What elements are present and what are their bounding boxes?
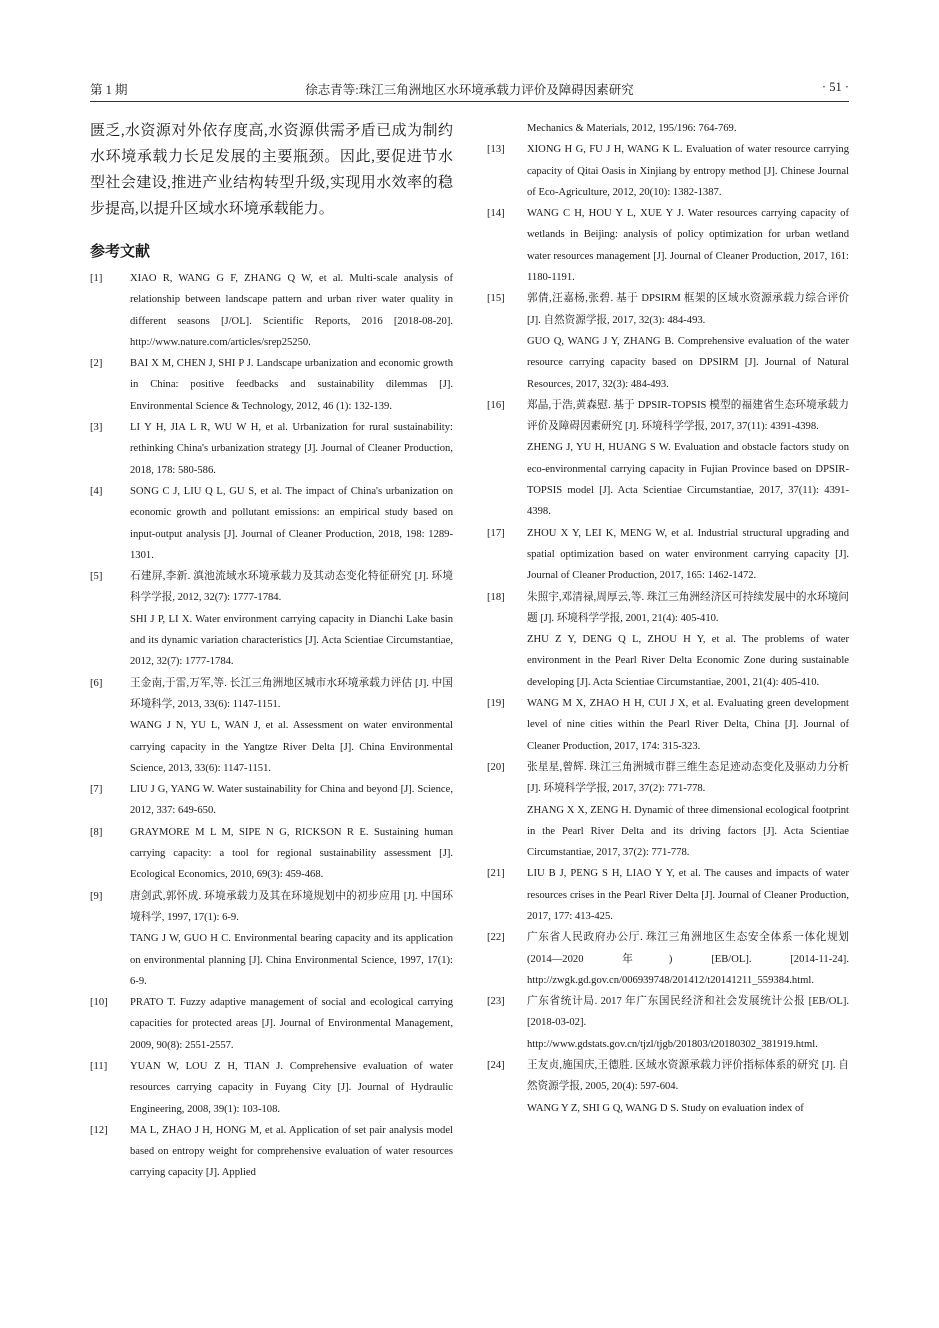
- reference-item: [487, 139, 849, 203]
- reference-item: [90, 779, 453, 822]
- reference-text: MA L, ZHAO J H, HONG M, et al. Application of set pair analysis model based on entropy weight for comprehensive evaluation of water resources carrying capacity [J]. Applied: [130, 1124, 453, 1179]
- reference-text: WANG C H, HOU Y L, XUE Y J. Water resources carrying capacity of wetlands in Beijing: analysis of policy optimization for urban wetland water resources management [J]. Journal of Cleaner Production, 2017, 161: 1180-1191.: [527, 208, 849, 284]
- reference-text: BAI X M, CHEN J, SHI P J. Landscape urbanization and economic growth in China: positive feedbacks and sustainability dilemmas [J]. Environmental Science & Technology, 2012, 46 (1): 132-139.: [130, 358, 453, 412]
- reference-item: [487, 1055, 849, 1119]
- reference-number: [8]: [90, 826, 103, 838]
- reference-text: ZHU Z Y, DENG Q L, ZHOU H Y, et al. The problems of water environment in the Pearl River Delta Economic Zone during sustainable developing [J]. Acta Scientiae Circumstantiae, 2001, 21(4): 405-410.: [527, 634, 849, 688]
- reference-item: [90, 268, 453, 353]
- reference-number: [22]: [487, 932, 505, 944]
- reference-number: [10]: [90, 997, 108, 1009]
- reference-item: [487, 288, 849, 394]
- reference-text: WANG M X, ZHAO H H, CUI J X, et al. Evaluating green development level of nine cities within the Pearl River Delta, China [J]. Journal of Cleaner Production, 2017, 174: 315-323.: [527, 698, 849, 752]
- reference-number: [1]: [90, 273, 103, 284]
- reference-item: [90, 673, 453, 779]
- running-title: 徐志青等:珠江三角洲地区水环境承载力评价及障碍因素研究: [305, 83, 634, 97]
- reference-list-right: [487, 139, 849, 1119]
- reference-number: [3]: [90, 422, 103, 434]
- reference-number: [7]: [90, 784, 103, 796]
- body-paragraph: 匮乏,水资源对外依存度高,水资源供需矛盾已成为制约水环境承载力长足发展的主要瓶颈。因此,要促进节水型社会建设,推进产业结构转型升级,实现用水效率的稳步提高,以提升区域水环境承载能力。: [90, 123, 453, 217]
- reference-item: [90, 1120, 453, 1184]
- reference-text: XIONG H G, FU J H, WANG K L. Evaluation of water resource carrying capacity of Qitai Oasis in Xinjiang by entropy method [J]. Chinese Journal of Eco-Agriculture, 2012, 20(10): 1382-1387.: [527, 144, 849, 198]
- reference-number: [19]: [487, 698, 505, 710]
- reference-text: 王友贞,施国庆,王德胜. 区域水资源承载力评价指标体系的研究 [J]. 自然资源学报, 2005, 20(4): 597-604.: [527, 1060, 849, 1093]
- reference-text: LIU J G, YANG W. Water sustainability for China and beyond [J]. Science, 2012, 337: 649-650.: [130, 784, 453, 817]
- reference-number: [12]: [90, 1124, 108, 1136]
- reference-item: [487, 863, 849, 927]
- reference-item: [487, 693, 849, 757]
- reference-continuation: Mechanics & Materials, 2012, 195/196: 764-769.: [527, 123, 737, 134]
- reference-number: [9]: [90, 890, 103, 902]
- reference-number: [13]: [487, 144, 505, 156]
- reference-text: 广东省人民政府办公厅. 珠江三角洲地区生态安全体系一体化规划(2014—2020 年) [EB/OL]. [2014-11-24]. http://zwgk.gd.gov.cn/006939748/201412/t20141211_559384.html.: [527, 932, 849, 986]
- reference-number: [14]: [487, 208, 505, 220]
- reference-item: [487, 991, 849, 1055]
- references-heading: 参考文献: [90, 242, 151, 260]
- reference-item: [90, 566, 453, 672]
- reference-text: WANG J N, YU L, WAN J, et al. Assessment on water environmental carrying capacity in the Yangtze River Delta [J]. China Environmental Science, 2013, 33(6): 1147-1151.: [130, 720, 453, 774]
- reference-number: [6]: [90, 677, 103, 689]
- reference-text: SHI J P, LI X. Water environment carrying capacity in Dianchi Lake basin and its dynamic variation characteristics [J]. Acta Scientiae Circumstantiae, 2012, 32(7): 1777-1784.: [130, 613, 453, 668]
- reference-item: [487, 927, 849, 991]
- reference-text: 郭倩,汪嘉杨,张碧. 基于 DPSIRM 框架的区域水资源承载力综合评价 [J]. 自然资源学报, 2017, 32(3): 484-493.: [527, 293, 849, 326]
- reference-text: SONG C J, LIU Q L, GU S, et al. The impact of China's urbanization on economic growth and pollutant emissions: an empirical study based on input-output analysis [J]. Journal of Cleaner Production, 2018, 198: 1289-1301.: [130, 485, 453, 561]
- reference-item: [487, 395, 849, 523]
- reference-text: ZHENG J, YU H, HUANG S W. Evaluation and obstacle factors study on eco-environmental carrying capacity in Fujian Province based on DPSIR-TOPSIS model [J]. Acta Scientiae Circumstantiae, 2017, 37(11): 4391-4398.: [527, 442, 849, 518]
- reference-number: [23]: [487, 996, 505, 1008]
- reference-number: [5]: [90, 571, 103, 583]
- reference-item: [90, 1056, 453, 1120]
- reference-number: [21]: [487, 868, 505, 880]
- header-rule: [90, 101, 849, 102]
- reference-text: 郑晶,于浩,黄森慰. 基于 DPSIR-TOPSIS 模型的福建省生态环境承载力评价及障碍因素研究 [J]. 环境科学学报, 2017, 37(11): 4391-4398.: [527, 399, 849, 433]
- reference-item: [487, 203, 849, 288]
- reference-text: 石建屏,李新. 滇池流域水环境承载力及其动态变化特征研究 [J]. 环境科学学报, 2012, 32(7): 1777-1784.: [130, 571, 453, 604]
- reference-number: [4]: [90, 485, 103, 497]
- right-column: [487, 118, 849, 1119]
- reference-text: GUO Q, WANG J Y, ZHANG B. Comprehensive evaluation of the water resource carrying capacity based on DPSIRM [J]. Journal of Natural Resources, 2017, 32(3): 484-493.: [527, 335, 849, 390]
- reference-text: XIAO R, WANG G F, ZHANG Q W, et al. Multi-scale analysis of relationship between landscape pattern and urban river water quality in different seasons [J/OL]. Scientific Reports, 2016 [2018-08-20]. http://www.nature.com/articles/srep25250.: [130, 273, 453, 348]
- reference-item: [487, 587, 849, 693]
- reference-text: 唐剑武,郭怀成. 环境承载力及其在环境规划中的初步应用 [J]. 中国环境科学, 1997, 17(1): 6-9.: [130, 890, 453, 923]
- running-header: [90, 80, 849, 100]
- page-number: · 51 ·: [821, 80, 849, 94]
- reference-text: 朱照宇,邓清禄,周厚云,等. 珠江三角洲经济区可持续发展中的水环境问题 [J]. 环境科学学报, 2001, 21(4): 405-410.: [527, 591, 849, 624]
- reference-text: ZHANG X X, ZENG H. Dynamic of three dimensional ecological footprint in the Pearl River Delta and its driving factors [J]. Acta Scientiae Circumstantiae, 2017, 37(2): 771-778.: [527, 804, 849, 859]
- reference-number: [15]: [487, 293, 505, 305]
- reference-item: [90, 417, 453, 481]
- reference-text: 广东省统计局. 2017 年广东国民经济和社会发展统计公报 [EB/OL]. [2018-03-02]. http://www.gdstats.gov.cn/tjzl/tjgb/201803/t20180302_381919.html.: [527, 996, 849, 1050]
- reference-item: [90, 992, 453, 1056]
- reference-number: [16]: [487, 399, 505, 411]
- reference-item: [90, 822, 453, 886]
- reference-text: PRATO T. Fuzzy adaptive management of social and ecological carrying capacities for protected areas [J]. Journal of Environmental Management, 2009, 90(8): 2551-2557.: [130, 997, 453, 1051]
- reference-number: [20]: [487, 761, 505, 773]
- reference-text: 张星星,曾辉. 珠江三角洲城市群三维生态足迹动态变化及驱动力分析 [J]. 环境科学学报, 2017, 37(2): 771-778.: [527, 761, 849, 795]
- issue-number: 第 1 期: [90, 83, 128, 97]
- reference-number: [2]: [90, 358, 103, 370]
- reference-text: WANG Y Z, SHI G Q, WANG D S. Study on evaluation index of: [527, 1102, 804, 1114]
- left-column: [90, 118, 453, 1184]
- reference-list-left: [90, 268, 453, 1184]
- reference-text: YUAN W, LOU Z H, TIAN J. Comprehensive evaluation of water resources carrying capacity in Fuyang City [J]. Journal of Hydraulic Engineering, 2008, 39(1): 103-108.: [130, 1060, 453, 1115]
- reference-text: GRAYMORE M L M, SIPE N G, RICKSON R E. Sustaining human carrying capacity: a tool for regional sustainability assessment [J]. Ecological Economics, 2010, 69(3): 459-468.: [130, 826, 453, 881]
- reference-item: [90, 886, 453, 992]
- reference-item: [90, 481, 453, 566]
- reference-text: ZHOU X Y, LEI K, MENG W, et al. Industrial structural upgrading and spatial optimization based on water environment carrying capacity [J]. Journal of Cleaner Production, 2017, 165: 1462-1472.: [527, 527, 849, 582]
- reference-text: LIU B J, PENG S H, LIAO Y Y, et al. The causes and impacts of water resources crises in the Pearl River Delta [J]. Journal of Cleaner Production, 2017, 177: 413-425.: [527, 868, 849, 922]
- reference-text: TANG J W, GUO H C. Environmental bearing capacity and its application on environmental planning [J]. China Environmental Science, 1997, 17(1): 6-9.: [130, 933, 453, 987]
- reference-text: LI Y H, JIA L R, WU W H, et al. Urbanization for rural sustainability: rethinking China's urbanization strategy [J]. Journal of Cleaner Production, 2018, 178: 580-586.: [130, 422, 453, 476]
- reference-number: [24]: [487, 1060, 505, 1072]
- reference-item: [487, 523, 849, 587]
- reference-number: [18]: [487, 591, 505, 603]
- reference-item: [487, 757, 849, 863]
- reference-text: 王金南,于雷,万军,等. 长江三角洲地区城市水环境承载力评估 [J]. 中国环境科学, 2013, 33(6): 1147-1151.: [130, 677, 453, 710]
- reference-number: [17]: [487, 527, 505, 539]
- reference-item: [90, 353, 453, 417]
- reference-number: [11]: [90, 1060, 108, 1072]
